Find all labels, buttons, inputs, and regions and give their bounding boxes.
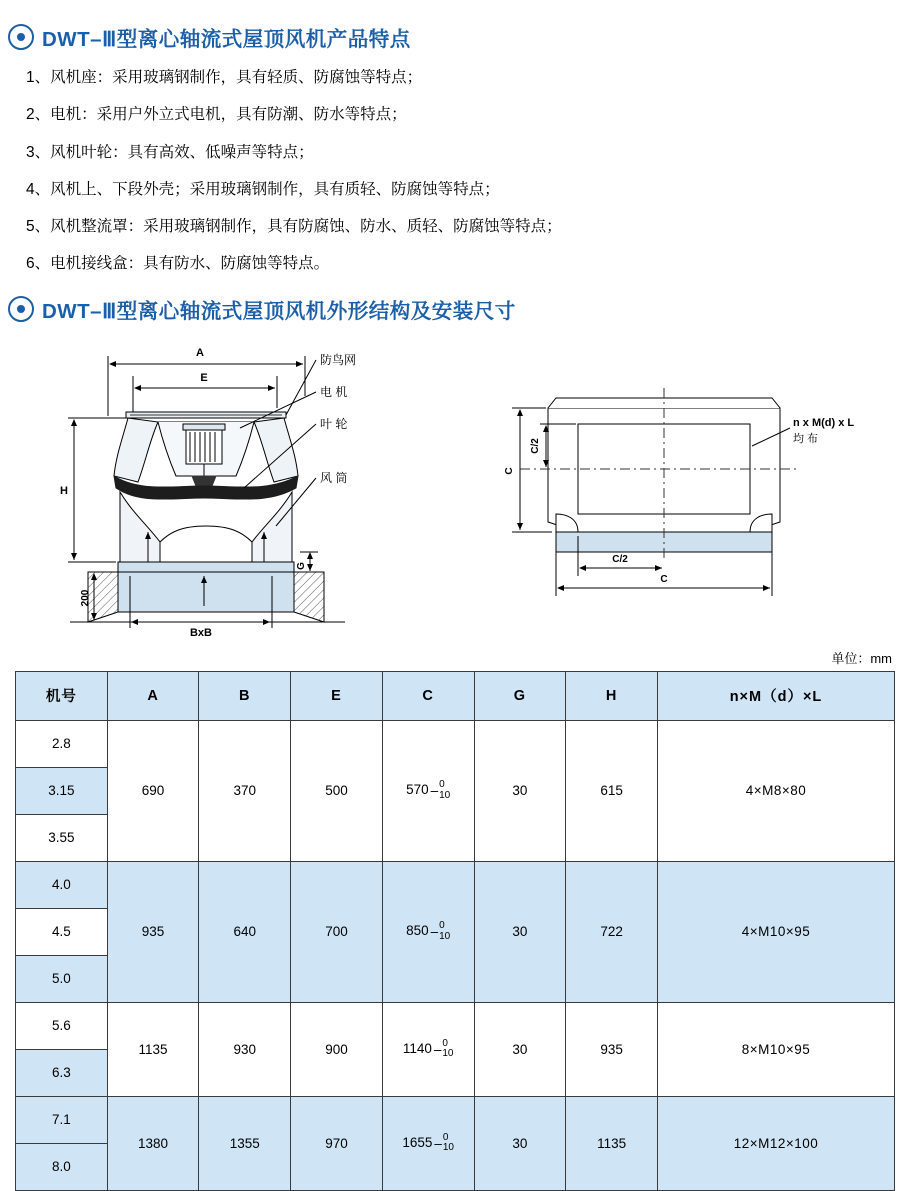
features-section-heading [0,22,910,52]
page-root [0,22,910,1191]
specification-table [15,671,895,1191]
tolerance-upper: 0 [442,1037,448,1049]
value-b: 1355 [199,1096,291,1190]
value-h: 1135 [566,1096,658,1190]
label-200: 200 [80,589,91,606]
tolerance-minus: – [430,924,439,939]
col-header-g: G [474,671,566,720]
value-e: 970 [291,1096,383,1190]
model-cell: 4.5 [16,908,108,955]
technical-drawing [0,336,910,646]
table-row [16,720,895,767]
tolerance-upper: 0 [439,779,445,790]
callout-bolt-even: 均 布 [793,432,819,445]
tolerance-lower: 10 [439,930,451,942]
value-bolts: 4×M8×80 [658,720,895,861]
callout-bird-net: 防鸟网 [320,352,357,367]
value-b: 640 [199,861,291,1002]
value-g: 30 [474,1096,566,1190]
table-row [16,1096,895,1143]
value-bolts: 8×M10×95 [658,1002,895,1096]
value-h: 722 [566,861,658,1002]
value-bolts: 4×M10×95 [658,861,895,1002]
model-cell: 5.0 [16,955,108,1002]
value-e: 700 [291,861,383,1002]
tolerance-fraction [439,921,450,942]
tolerance-minus: – [430,783,439,798]
callout-duct: 风 筒 [320,470,348,485]
label-A: A [196,346,204,359]
table-header-row [16,671,895,720]
unit-note: 单位：mm [831,650,892,666]
tolerance-lower: 10 [439,789,451,801]
value-g: 30 [474,720,566,861]
value-b: 370 [199,720,291,861]
value-b: 930 [199,1002,291,1096]
list-item: 1、风机座：采用玻璃钢制作，具有轻质、防腐蚀等特点； [26,69,423,86]
label-C-vertical: C [504,466,515,475]
model-cell: 7.1 [16,1096,108,1143]
tolerance-minus: – [434,1135,442,1151]
model-cell: 3.15 [16,767,108,814]
model-cell: 8.0 [16,1143,108,1190]
value-a: 1380 [107,1096,199,1190]
col-header-h: H [566,671,658,720]
drawing-svg [0,336,910,646]
bullet-circle-icon [8,296,34,322]
feature-list [0,66,910,276]
label-G: G [296,561,307,570]
model-cell: 3.55 [16,814,108,861]
tolerance-fraction [442,1039,453,1060]
value-c [382,1002,474,1096]
list-item: 3、风机叶轮：具有高效、低噪声等特点； [26,143,314,161]
label-C-half-horizontal: C/2 [612,553,628,565]
value-c-main: 570 [406,782,429,798]
callout-impeller: 叶 轮 [320,416,348,431]
tolerance-upper: 0 [442,1131,449,1143]
tolerance-fraction [439,780,450,801]
list-item: 6、电机接线盒：具有防水、防腐蚀等特点。 [26,255,330,273]
value-a: 935 [107,861,199,1002]
value-g: 30 [474,1002,566,1096]
list-item: 2、电机：采用户外立式电机，具有防潮、防水等特点； [26,106,407,124]
table-row [16,1002,895,1049]
value-g: 30 [474,861,566,1002]
callout-motor: 电 机 [320,384,348,399]
tolerance-fraction [443,1133,454,1154]
list-item: 5、风机整流罩：采用玻璃钢制作，具有防腐蚀、防水、质轻、防腐蚀等特点； [26,218,562,235]
col-header-e: E [291,671,383,720]
table-row [16,861,895,908]
value-c [382,1096,474,1190]
value-e: 900 [291,1002,383,1096]
value-c [382,861,474,1002]
model-cell: 5.6 [16,1002,108,1049]
label-BxB: BxB [189,626,213,639]
list-item: 4、风机上、下段外壳；采用玻璃钢制作，具有质轻、防腐蚀等特点； [26,180,500,198]
callout-bolt-spec: n x M(d) x L [793,416,855,429]
tolerance-lower: 10 [442,1142,454,1153]
col-header-a: A [107,671,199,720]
value-a: 690 [107,720,199,861]
bullet-circle-icon [8,24,34,50]
value-c [382,720,474,861]
model-cell: 2.8 [16,720,108,767]
label-C-half-vertical: C/2 [530,437,541,454]
tolerance-lower: 10 [442,1048,454,1059]
value-h: 615 [566,720,658,861]
col-header-c: C [382,671,474,720]
value-c-main: 1140 [402,1040,432,1056]
tolerance-minus: – [433,1041,442,1057]
value-a: 1135 [107,1002,199,1096]
dimensions-heading-text: DWT–Ⅲ型离心轴流式屋顶风机外形结构及安装尺寸 [42,299,516,323]
model-cell: 6.3 [16,1049,108,1096]
tolerance-upper: 0 [439,920,445,931]
value-c-main: 850 [406,923,429,939]
model-cell: 4.0 [16,861,108,908]
label-C-bottom: C [660,573,668,585]
col-header-b: B [199,671,291,720]
value-c-main: 1655 [402,1134,433,1150]
features-heading-text: DWT–Ⅲ型离心轴流式屋顶风机产品特点 [42,28,411,51]
value-bolts: 12×M12×100 [658,1096,895,1190]
dimensions-section-heading [0,294,910,324]
value-h: 935 [566,1002,658,1096]
col-header-model: 机号 [16,671,108,720]
value-e: 500 [291,720,383,861]
col-header-bolts: n×M（d）×L [658,671,895,720]
label-H: H [60,484,68,497]
label-E: E [200,371,208,384]
